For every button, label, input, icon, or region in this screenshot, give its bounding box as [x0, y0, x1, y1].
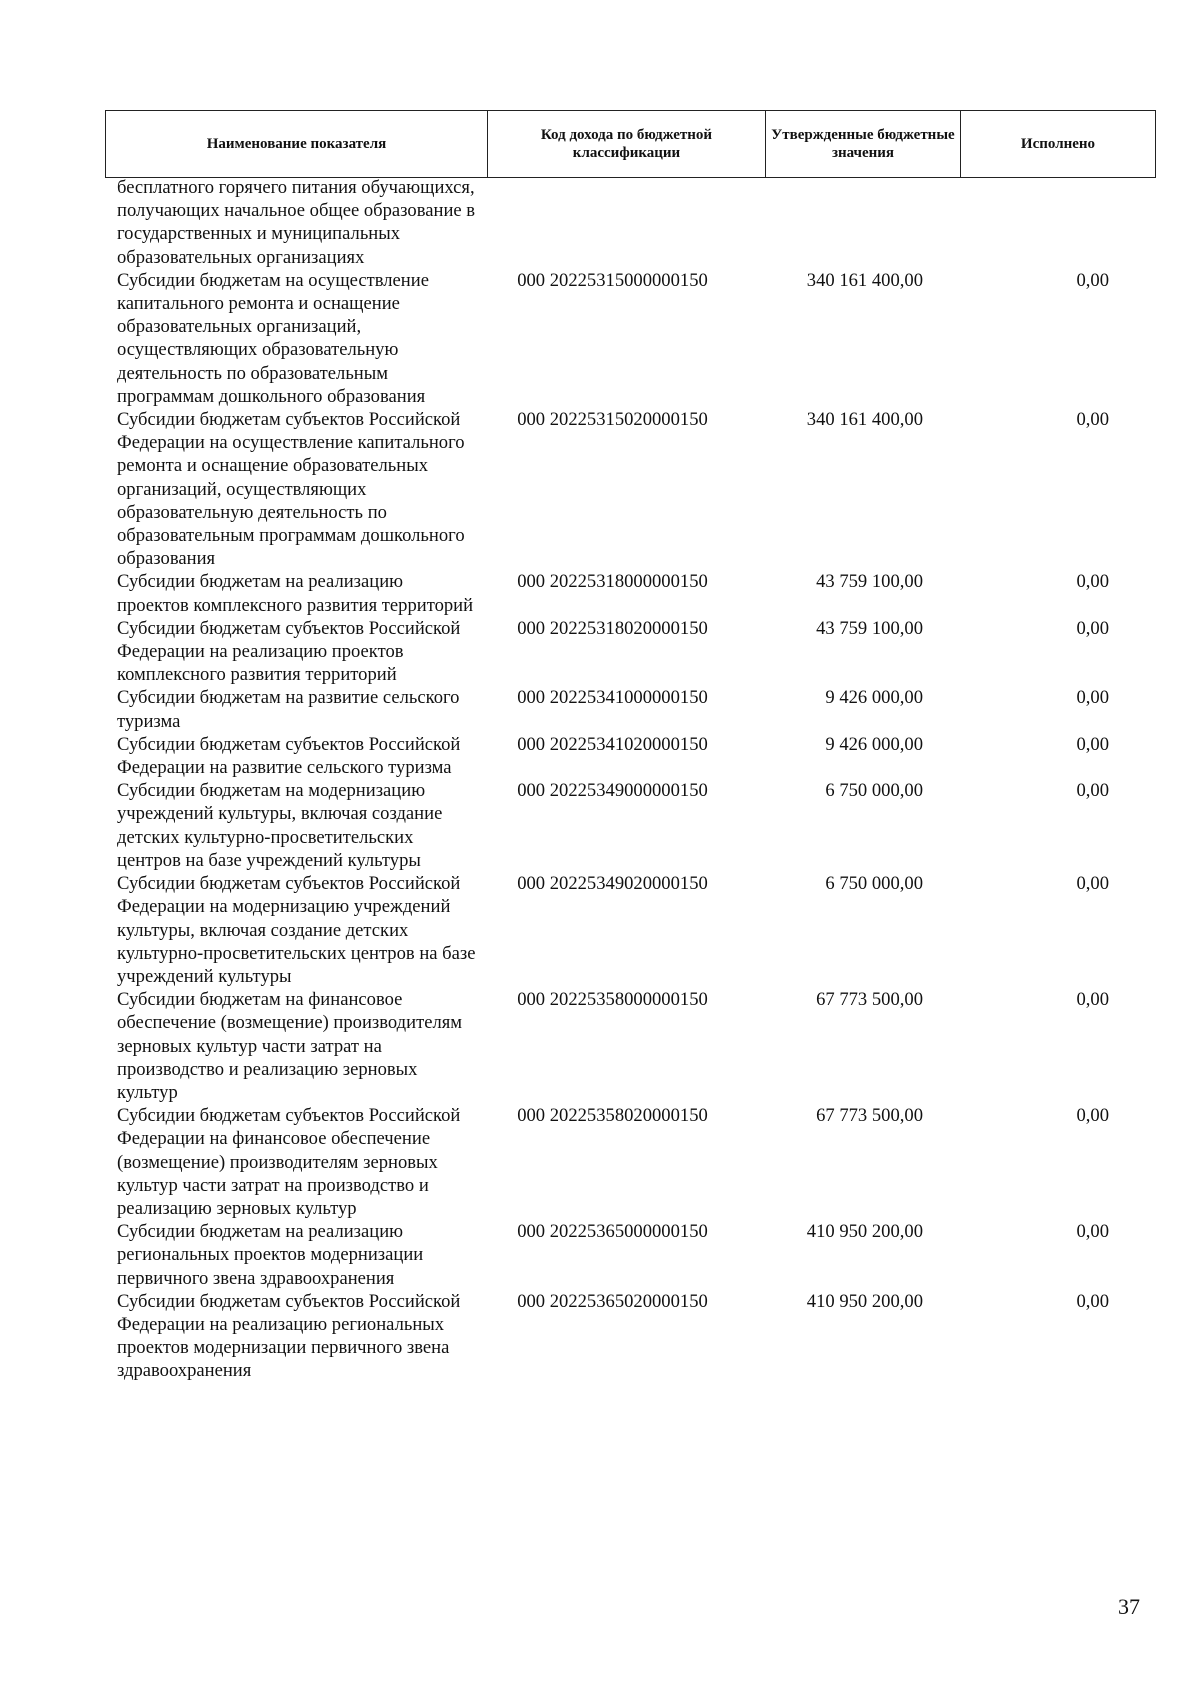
row-name: Субсидии бюджетам на реализацию проектов комплексного развития территорий	[117, 571, 474, 616]
table-row	[105, 176, 1119, 269]
row-code: 000 20225315020000150	[517, 409, 708, 431]
table-header	[105, 110, 1156, 178]
row-executed: 0,00	[1076, 1221, 1109, 1243]
row-executed: 0,00	[1076, 687, 1109, 709]
table-row	[105, 570, 1119, 616]
row-executed: 0,00	[1076, 617, 1109, 639]
table-row	[105, 988, 1119, 1104]
row-name: бесплатного горячего питания обучающихся, получающих начальное общее образование в государственных и муниципальных образовательных организациях	[117, 177, 476, 268]
row-code: 000 20225349000000150	[517, 780, 708, 802]
header-code: Код дохода по бюджетной классификации	[488, 111, 766, 178]
row-executed: 0,00	[1076, 269, 1109, 291]
row-approved: 43 759 100,00	[816, 571, 923, 593]
row-approved: 6 750 000,00	[825, 780, 923, 802]
row-code: 000 20225315000000150	[517, 269, 708, 291]
row-code: 000 20225365020000150	[517, 1290, 708, 1312]
row-approved: 410 950 200,00	[806, 1290, 923, 1312]
header-executed: Исполнено	[961, 111, 1156, 178]
row-executed: 0,00	[1076, 873, 1109, 895]
row-approved: 340 161 400,00	[806, 409, 923, 431]
row-name: Субсидии бюджетам на осуществление капитального ремонта и оснащение образовательных организаций, осуществляющих образовательную деятельность по образовательным программам дошкольного образования	[117, 269, 429, 407]
row-code: 000 20225365000000150	[517, 1221, 708, 1243]
page-number: 37	[1118, 1594, 1140, 1619]
row-approved: 340 161 400,00	[806, 269, 923, 291]
table-row	[105, 686, 1119, 732]
row-code: 000 20225341000000150	[517, 687, 708, 709]
table-row	[105, 408, 1119, 570]
row-executed: 0,00	[1076, 733, 1109, 755]
row-executed: 0,00	[1076, 1290, 1109, 1312]
row-executed: 0,00	[1076, 989, 1109, 1011]
table-body	[105, 176, 1119, 1383]
row-approved: 6 750 000,00	[825, 873, 923, 895]
table-row	[105, 1104, 1119, 1220]
row-name: Субсидии бюджетам субъектов Российской Федерации на реализацию проектов комплексного развития территорий	[117, 617, 461, 686]
row-name: Субсидии бюджетам на развитие сельского туризма	[117, 687, 460, 732]
row-approved: 9 426 000,00	[825, 733, 923, 755]
table-row	[105, 872, 1119, 988]
row-name: Субсидии бюджетам субъектов Российской Федерации на развитие сельского туризма	[117, 733, 461, 779]
table-row	[105, 269, 1119, 408]
row-code: 000 20225349020000150	[517, 873, 708, 895]
row-name: Субсидии бюджетам субъектов Российской Федерации на осуществление капитального ремонта и оснащение образовательных организаций, осуществляющих образовательную деятельность по образовательным программам дошкольного образования	[117, 409, 465, 570]
header-name: Наименование показателя	[106, 111, 488, 178]
row-executed: 0,00	[1076, 1105, 1109, 1127]
row-code: 000 20225318020000150	[517, 617, 708, 639]
row-executed: 0,00	[1076, 409, 1109, 431]
row-approved: 410 950 200,00	[806, 1221, 923, 1243]
table-row	[105, 1220, 1119, 1290]
table-row	[105, 617, 1119, 687]
row-name: Субсидии бюджетам субъектов Российской Федерации на финансовое обеспечение (возмещение) производителям зерновых культур части затрат на производство и реализацию зерновых культур	[117, 1105, 461, 1219]
row-code: 000 20225341020000150	[517, 733, 708, 755]
row-name: Субсидии бюджетам субъектов Российской Федерации на реализацию региональных проектов модернизации первичного звена здравоохранения	[117, 1290, 461, 1382]
row-code: 000 20225358000000150	[517, 989, 708, 1011]
row-name: Субсидии бюджетам на модернизацию учреждений культуры, включая создание детских культурно-просветительских центров на базе учреждений культуры	[117, 780, 443, 871]
table-row	[105, 779, 1119, 872]
table-row	[105, 1290, 1119, 1383]
row-executed: 0,00	[1076, 571, 1109, 593]
row-code: 000 20225358020000150	[517, 1105, 708, 1127]
row-code: 000 20225318000000150	[517, 571, 708, 593]
row-executed: 0,00	[1076, 780, 1109, 802]
table-row	[105, 733, 1119, 779]
row-approved: 9 426 000,00	[825, 687, 923, 709]
row-approved: 67 773 500,00	[816, 989, 923, 1011]
row-approved: 67 773 500,00	[816, 1105, 923, 1127]
header-approved: Утвержденные бюджетные значения	[766, 111, 961, 178]
row-name: Субсидии бюджетам на реализацию региональных проектов модернизации первичного звена здравоохранения	[117, 1221, 424, 1289]
row-approved: 43 759 100,00	[816, 617, 923, 639]
row-name: Субсидии бюджетам на финансовое обеспечение (возмещение) производителям зерновых культур части затрат на производство и реализацию зерновых культур	[117, 989, 463, 1103]
row-name: Субсидии бюджетам субъектов Российской Федерации на модернизацию учреждений культуры, включая создание детских культурно-просветительских центров на базе учреждений культуры	[117, 873, 476, 987]
